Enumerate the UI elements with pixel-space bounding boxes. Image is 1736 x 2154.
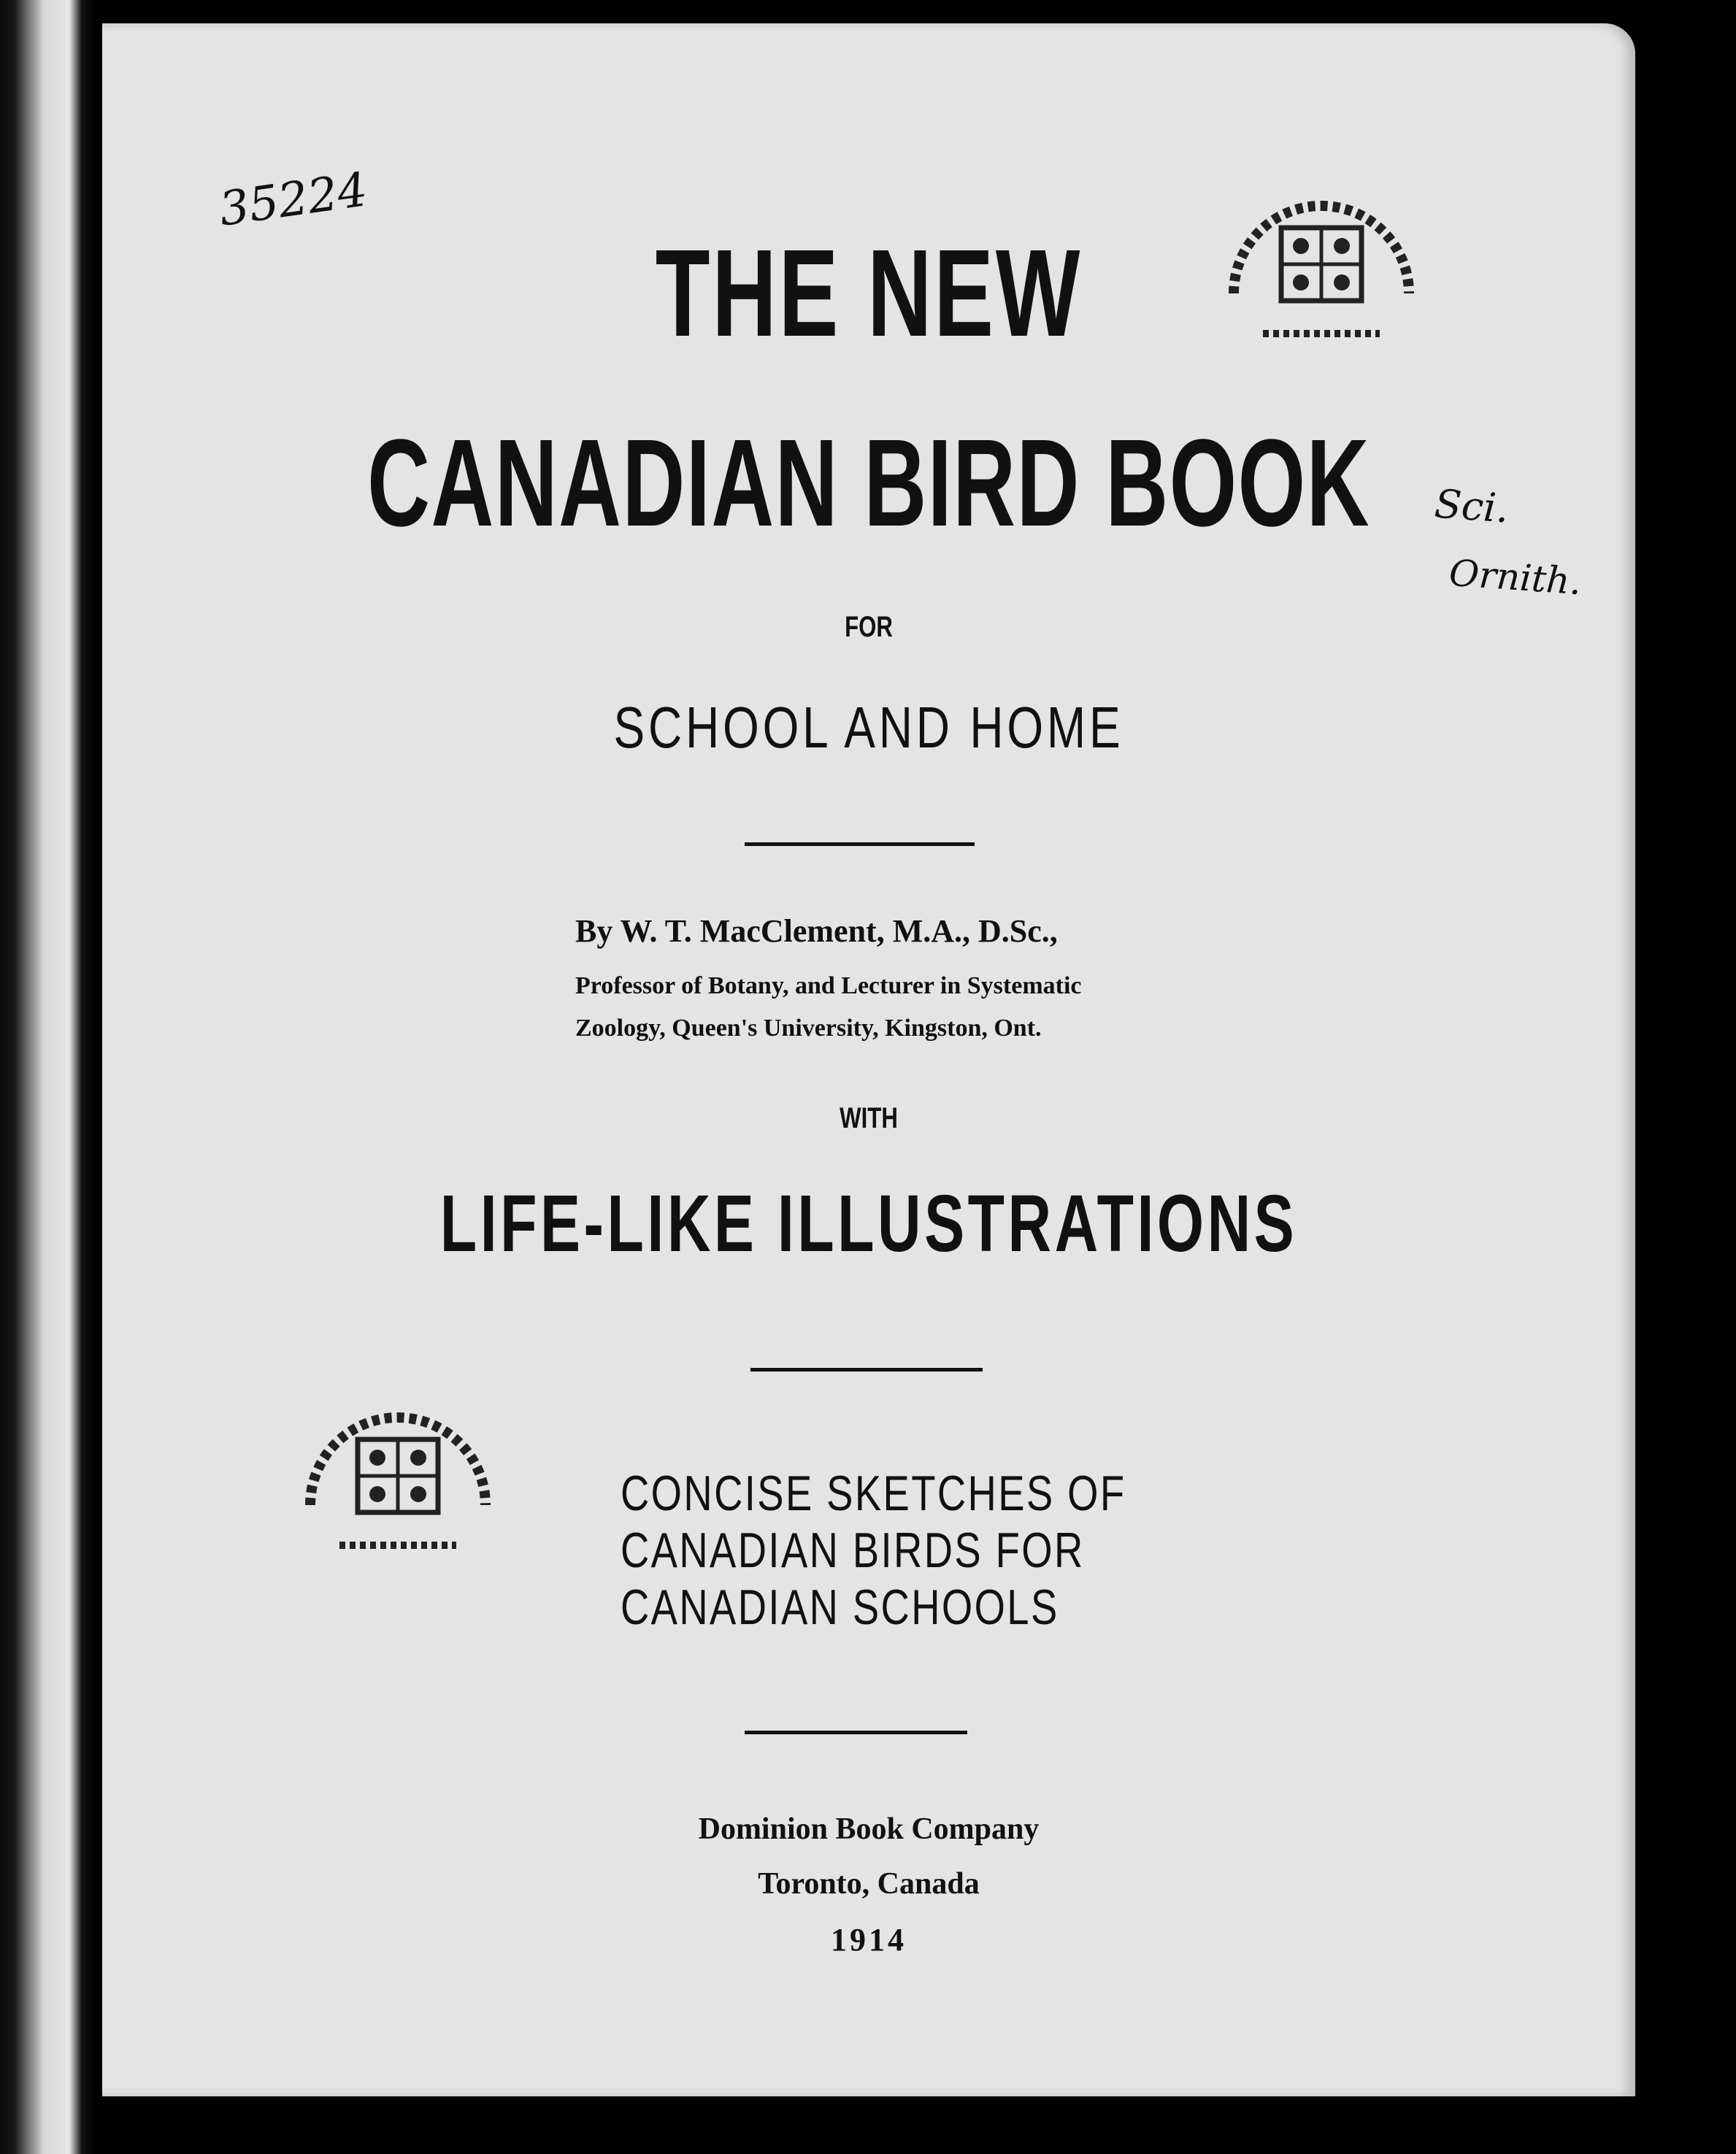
title-line1: THE NEW [655,224,1083,363]
divider-1 [745,842,975,846]
description-line2: CANADIAN BIRDS FOR [621,1523,1085,1578]
subtitle: SCHOOL AND HOME [613,695,1124,760]
book-spine [0,0,95,2154]
description-line1: CONCISE SKETCHES OF [621,1466,1126,1521]
margin-note-line1: Sci. [1432,480,1510,532]
publisher-location: Toronto, Canada [758,1867,980,1901]
title-for: FOR [845,611,893,643]
author-byline: By W. T. MacClement, M.A., D.Sc., [575,913,1058,949]
accession-number: 35224 [215,163,371,237]
with-label: WITH [840,1102,898,1134]
author-affiliation-line1: Professor of Botany, and Lecturer in Systematic [575,972,1082,999]
title-line2: CANADIAN BIRD BOOK [367,414,1370,553]
divider-2 [750,1368,983,1372]
publication-year: 1914 [831,1922,907,1958]
title-page [102,23,1635,2096]
description-line3: CANADIAN SCHOOLS [621,1580,1059,1635]
library-stamp-icon [288,1381,507,1563]
margin-note-line2: Ornith. [1448,551,1583,604]
illustrations-heading: LIFE-LIKE ILLUSTRATIONS [439,1179,1298,1269]
publisher-name: Dominion Book Company [698,1812,1040,1846]
divider-3 [745,1731,967,1734]
author-affiliation-line2: Zoology, Queen's University, Kingston, Ont. [575,1015,1042,1042]
